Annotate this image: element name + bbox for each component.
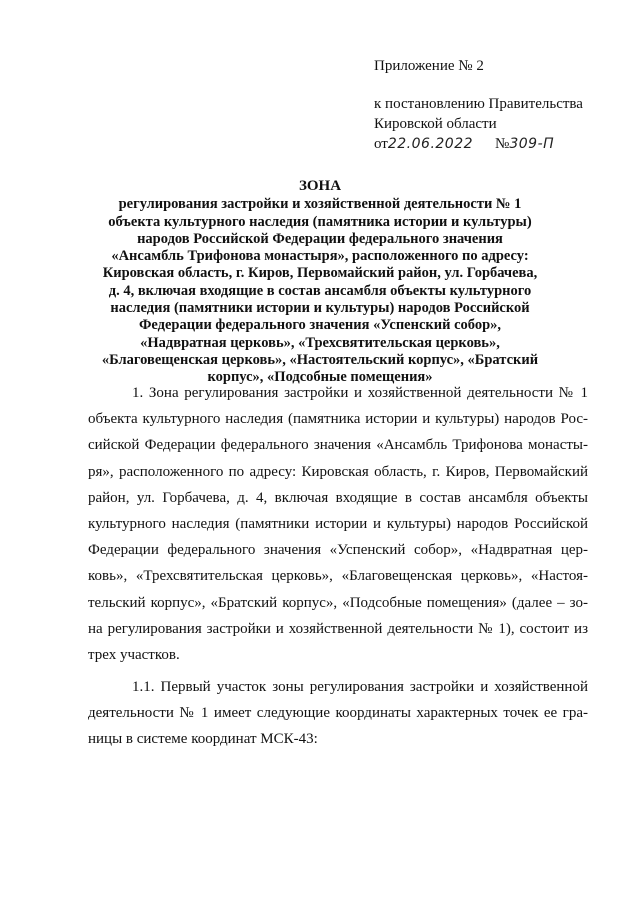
heading-line: наследия (памятники истории и культуры) народов Российской [110, 300, 530, 317]
body-text [88, 380, 588, 753]
paragraph-2 [88, 674, 588, 753]
heading-line: Федерации федерального значения «Успенский собор», [138, 317, 502, 334]
heading-line: корпус», «Подсобные помещения» [207, 369, 433, 386]
handwritten-number: 309-П [509, 136, 555, 152]
appendix-date-line [374, 134, 624, 154]
heading-line: «Благовещенская церковь», «Настоятельский корпус», «Братский [101, 351, 539, 368]
appendix-region-line: Кировской области [374, 116, 497, 132]
paragraph-line: тельский корпус», «Братский корпус», «Подсобные помещения» (далее – зо- [88, 594, 588, 611]
heading-line: «Ансамбль Трифонова монастыря», расположенного по адресу: [111, 248, 529, 265]
paragraph-line: трех участков. [88, 646, 180, 663]
number-prefix: № [495, 136, 510, 152]
paragraph-line: ковь», «Трехсвятительская церковь», «Благовещенская церковь», «Настоя- [88, 568, 588, 585]
paragraph-line: ницы в системе координат МСК-43: [88, 731, 318, 748]
paragraph-line: деятельности № 1 имеет следующие координаты характерных точек ее гра- [88, 705, 588, 722]
paragraph-line: район, ул. Горбачева, д. 4, включая входящие в состав ансамбля объекты [88, 489, 588, 506]
appendix-title: Приложение № 2 [374, 58, 484, 74]
paragraph-line: 1.1. Первый участок зоны регулирования застройки и хозяйственной [132, 679, 588, 696]
paragraph-line: ря», расположенного по адресу: Кировская область, г. Киров, Первомайский [88, 463, 588, 480]
appendix-decree-line: к постановлению Правительства [374, 96, 583, 112]
paragraph-line: культурного наследия (памятники истории и культуры) народов Российской [88, 515, 588, 532]
paragraph-line: Федерации федерального значения «Успенский собор», «Надвратная цер- [88, 542, 588, 559]
zone-heading [90, 178, 550, 387]
heading-line: д. 4, включая входящие в состав ансамбля объекты культурного [108, 282, 532, 299]
heading-line: народов Российской Федерации федерального значения [137, 230, 503, 247]
heading-line: регулирования застройки и хозяйственной деятельности № 1 [118, 196, 522, 213]
paragraph-line: сийской Федерации федерального значения «Ансамбль Трифонова монасты- [88, 437, 588, 454]
date-prefix: от [374, 136, 388, 152]
handwritten-date: 22.06.2022 [387, 136, 474, 152]
paragraph-line: объекта культурного наследия (памятника истории и культуры) народов Рос- [88, 411, 588, 428]
paragraph-line: на регулирования застройки и хозяйственной деятельности № 1), состоит из [88, 620, 588, 637]
heading-title: ЗОНА [298, 178, 342, 194]
paragraph-line: 1. Зона регулирования застройки и хозяйственной деятельности № 1 [132, 385, 588, 401]
paragraph-1 [88, 380, 588, 668]
heading-line: объекта культурного наследия (памятника истории и культуры) [108, 213, 532, 230]
appendix-block [374, 56, 624, 154]
heading-line: Кировская область, г. Киров, Первомайский район, ул. Горбачева, [102, 265, 538, 282]
heading-line: «Надвратная церковь», «Трехсвятительская церковь», [140, 334, 500, 351]
